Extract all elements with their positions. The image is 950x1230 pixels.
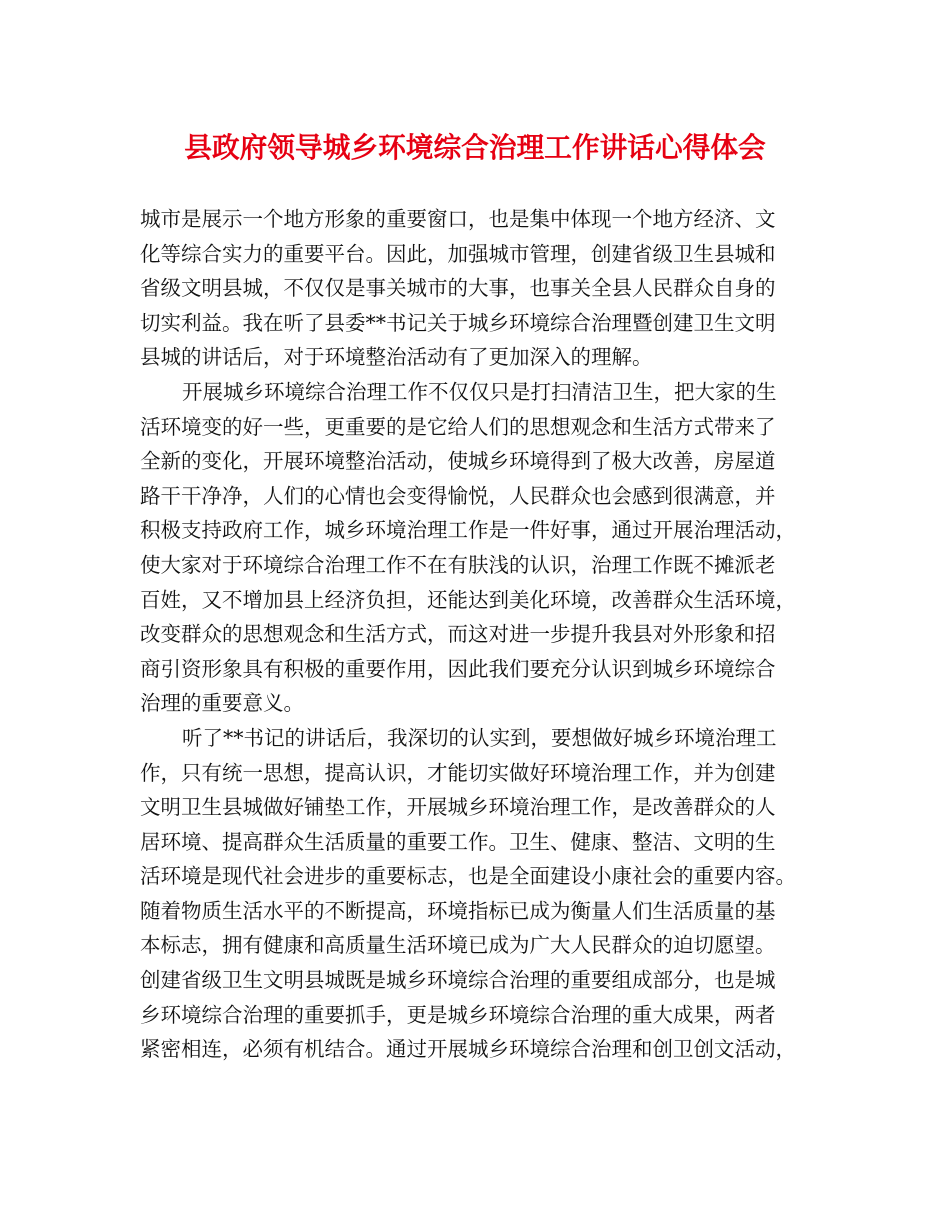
text-line: 紧密相连，必须有机结合。通过开展城乡环境综合治理和创卫创文活动， — [140, 1037, 796, 1062]
text-line: 听了**书记的讲话后，我深切的认实到，要想做好城乡环境治理工 — [182, 725, 777, 750]
text-line: 本标志，拥有健康和高质量生活环境已成为广大人民群众的迫切愿望。 — [140, 933, 776, 958]
text-line: 积极支持政府工作，城乡环境治理工作是一件好事，通过开展治理活动， — [140, 518, 796, 543]
text-line: 治理的重要意义。 — [140, 691, 304, 716]
document-body — [140, 202, 830, 1067]
text-line: 使大家对于环境综合治理工作不在有肤浅的认识，治理工作既不摊派老 — [140, 552, 776, 577]
text-line: 创建省级卫生文明县城既是城乡环境综合治理的重要组成部分，也是城 — [140, 968, 776, 993]
text-line: 作，只有统一思想，提高认识，才能切实做好环境治理工作，并为创建 — [140, 760, 776, 785]
text-line: 开展城乡环境综合治理工作不仅仅只是打扫清洁卫生，把大家的生 — [182, 379, 777, 404]
text-line: 路干干净净，人们的心情也会变得愉悦，人民群众也会感到很满意，并 — [140, 483, 776, 508]
text-line: 居环境、提高群众生活质量的重要工作。卫生、健康、整洁、文明的生 — [140, 829, 776, 854]
text-line: 商引资形象具有积极的重要作用，因此我们要充分认识到城乡环境综合 — [140, 656, 776, 681]
text-line: 文明卫生县城做好铺垫工作，开展城乡环境治理工作，是改善群众的人 — [140, 795, 776, 820]
text-line: 乡环境综合治理的重要抓手，更是城乡环境综合治理的重大成果，两者 — [140, 1002, 776, 1027]
text-line: 全新的变化，开展环境整治活动，使城乡环境得到了极大改善，房屋道 — [140, 449, 776, 474]
text-line: 切实利益。我在听了县委**书记关于城乡环境综合治理暨创建卫生文明 — [140, 310, 776, 335]
text-line: 活环境是现代社会进步的重要标志，也是全面建设小康社会的重要内容。 — [140, 864, 796, 889]
text-line: 省级文明县城，不仅仅是事关城市的大事，也事关全县人民群众自身的 — [140, 276, 776, 301]
text-line: 随着物质生活水平的不断提高，环境指标已成为衡量人们生活质量的基 — [140, 898, 776, 923]
text-line: 城市是展示一个地方形象的重要窗口，也是集中体现一个地方经济、文 — [140, 207, 776, 231]
text-line: 改变群众的思想观念和生活方式，而这对进一步提升我县对外形象和招 — [140, 622, 776, 647]
text-line: 百姓，又不增加县上经济负担，还能达到美化环境，改善群众生活环境， — [140, 587, 796, 612]
text-line: 化等综合实力的重要平台。因此，加强城市管理，创建省级卫生县城和 — [140, 241, 776, 266]
text-line: 活环境变的好一些，更重要的是它给人们的思想观念和生活方式带来了 — [140, 414, 776, 439]
document-title: 县政府领导城乡环境综合治理工作讲话心得体会 — [184, 131, 766, 164]
text-line: 县城的讲话后，对于环境整治活动有了更加深入的理解。 — [140, 345, 653, 370]
